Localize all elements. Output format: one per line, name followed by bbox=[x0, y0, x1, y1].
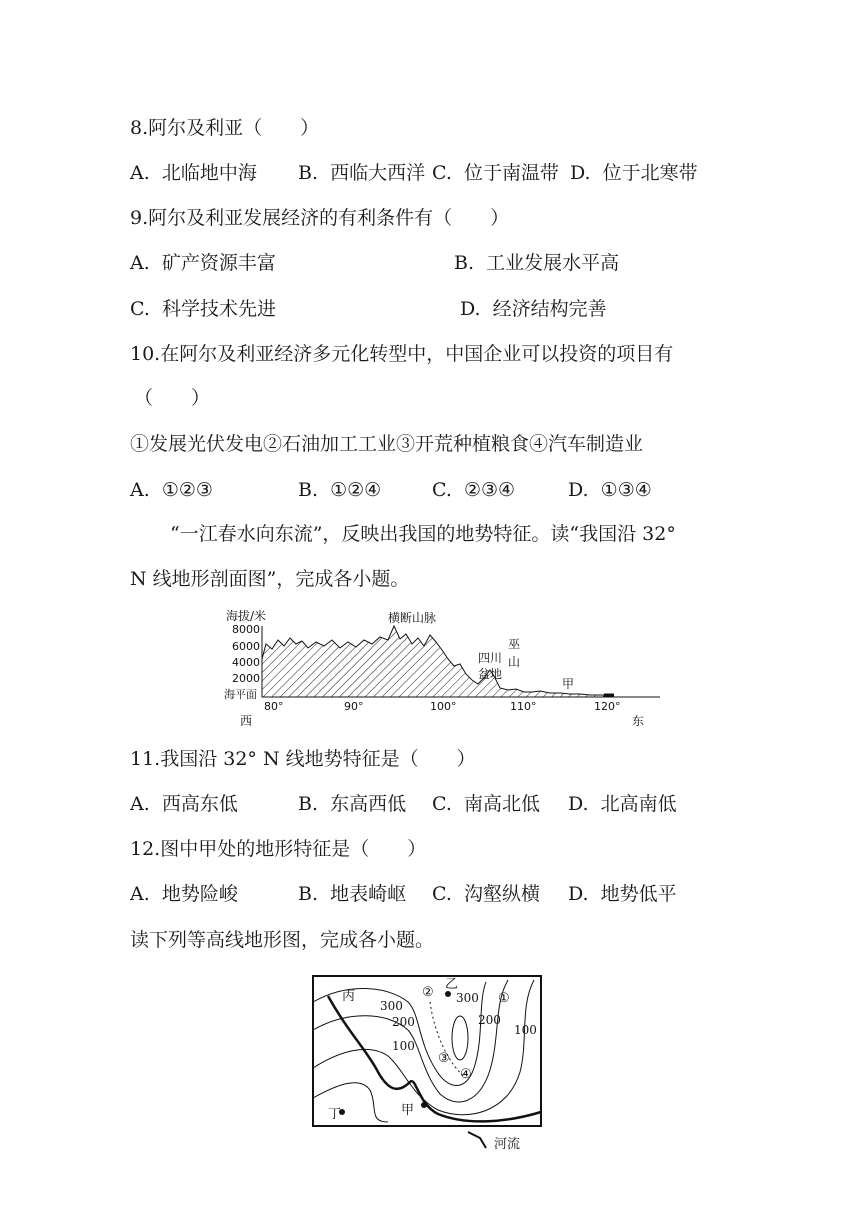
y-tick-6000: 6000 bbox=[232, 640, 260, 653]
terrain-profile-figure bbox=[220, 604, 670, 732]
label-sichuan-1: 四川 bbox=[478, 651, 503, 665]
label-contour-300-right: 300 bbox=[456, 991, 479, 1005]
x-tick-100: 100° bbox=[430, 700, 457, 713]
river bbox=[328, 996, 541, 1121]
q9-option-b[interactable]: B. 工业发展水平高 bbox=[454, 252, 620, 274]
y-tick-4000: 4000 bbox=[232, 656, 260, 669]
point-jia bbox=[421, 1102, 427, 1108]
q12-stem: 12.图中甲处的地形特征是（ ） bbox=[130, 838, 427, 860]
label-hengduan-mountains: 横断山脉 bbox=[388, 611, 437, 625]
contour-line-lower bbox=[313, 1083, 388, 1122]
label-east: 东 bbox=[632, 714, 645, 728]
x-tick-110: 110° bbox=[510, 700, 537, 713]
label-yi: 乙 bbox=[445, 977, 459, 992]
river-legend-symbol bbox=[468, 1132, 486, 1148]
label-jia: 甲 bbox=[562, 677, 575, 691]
profile-intro-line1: “一江春水向东流”，反映出我国的地势特征。读“我国沿 32° bbox=[170, 523, 676, 545]
q10-option-d[interactable]: D. ①③④ bbox=[568, 479, 652, 501]
q10-stem-continued: （ ） bbox=[134, 387, 211, 409]
legend-river-label: 河流 bbox=[494, 1137, 521, 1152]
y-axis-title: 海拔/米 bbox=[226, 609, 267, 623]
label-ding: 丁 bbox=[328, 1107, 342, 1122]
label-sichuan-2: 盆地 bbox=[478, 667, 503, 681]
q11-option-c[interactable]: C. 南高北低 bbox=[432, 793, 540, 815]
y-tick-2000: 2000 bbox=[232, 672, 260, 685]
q9-option-c[interactable]: C. 科学技术先进 bbox=[130, 298, 276, 320]
q12-option-d[interactable]: D. 地势低平 bbox=[568, 883, 677, 905]
q10-option-b[interactable]: B. ①②④ bbox=[298, 479, 382, 501]
q8-option-c[interactable]: C. 位于南温带 bbox=[432, 162, 559, 184]
q10-stem: 10.在阿尔及利亚经济多元化转型中，中国企业可以投资的项目有 bbox=[130, 343, 674, 365]
q11-option-b[interactable]: B. 东高西低 bbox=[298, 793, 407, 815]
label-circle-2: ② bbox=[422, 985, 434, 1000]
label-west: 西 bbox=[240, 714, 253, 728]
q8-option-a[interactable]: A. 北临地中海 bbox=[130, 162, 257, 184]
q9-stem: 9.阿尔及利亚发展经济的有利条件有（ ） bbox=[130, 207, 510, 229]
label-shan: 山 bbox=[508, 655, 521, 669]
hilltop-contour bbox=[452, 1016, 468, 1060]
terrain-profile bbox=[262, 626, 604, 697]
label-contour-100-left: 100 bbox=[392, 1039, 415, 1053]
q11-option-a[interactable]: A. 西高东低 bbox=[130, 793, 238, 815]
q8-option-d[interactable]: D. 位于北寒带 bbox=[570, 162, 698, 184]
q10-items: ①发展光伏发电②石油加工工业③开荒种植粮食④汽车制造业 bbox=[130, 433, 644, 455]
q10-option-a[interactable]: A. ①②③ bbox=[130, 479, 213, 501]
q11-option-d[interactable]: D. 北高南低 bbox=[568, 793, 677, 815]
q12-option-b[interactable]: B. 地表崎岖 bbox=[298, 883, 407, 905]
label-bing: 丙 bbox=[342, 989, 356, 1004]
label-wu: 巫 bbox=[508, 637, 521, 651]
label-contour-100-right: 100 bbox=[514, 1023, 537, 1037]
q8-stem: 8.阿尔及利亚（ ） bbox=[130, 117, 320, 139]
profile-intro-line2: N 线地形剖面图”，完成各小题。 bbox=[130, 568, 410, 590]
q10-option-c[interactable]: C. ②③④ bbox=[432, 479, 516, 501]
label-circle-1: ① bbox=[498, 991, 510, 1006]
label-circle-4: ④ bbox=[460, 1067, 472, 1082]
label-contour-200-right: 200 bbox=[478, 1013, 501, 1027]
contour-map-figure bbox=[308, 972, 548, 1154]
label-contour-300-left: 300 bbox=[380, 999, 403, 1013]
contour-intro: 读下列等高线地形图，完成各小题。 bbox=[130, 929, 435, 951]
x-tick-80: 80° bbox=[264, 700, 284, 713]
y-tick-8000: 8000 bbox=[232, 623, 260, 636]
q8-option-b[interactable]: B. 西临大西洋 bbox=[298, 162, 426, 184]
q12-option-a[interactable]: A. 地势险峻 bbox=[130, 883, 238, 905]
x-tick-120: 120° bbox=[594, 700, 621, 713]
label-jia: 甲 bbox=[401, 1103, 415, 1118]
q11-stem: 11.我国沿 32° N 线地势特征是（ ） bbox=[130, 748, 476, 770]
y-tick-sea-level: 海平面 bbox=[224, 688, 257, 701]
label-circle-3: ③ bbox=[438, 1051, 450, 1066]
q12-option-c[interactable]: C. 沟壑纵横 bbox=[432, 883, 540, 905]
q9-option-a[interactable]: A. 矿产资源丰富 bbox=[130, 252, 276, 274]
q9-option-d[interactable]: D. 经济结构完善 bbox=[460, 298, 607, 320]
x-tick-90: 90° bbox=[344, 700, 364, 713]
label-contour-200-left: 200 bbox=[392, 1015, 415, 1029]
